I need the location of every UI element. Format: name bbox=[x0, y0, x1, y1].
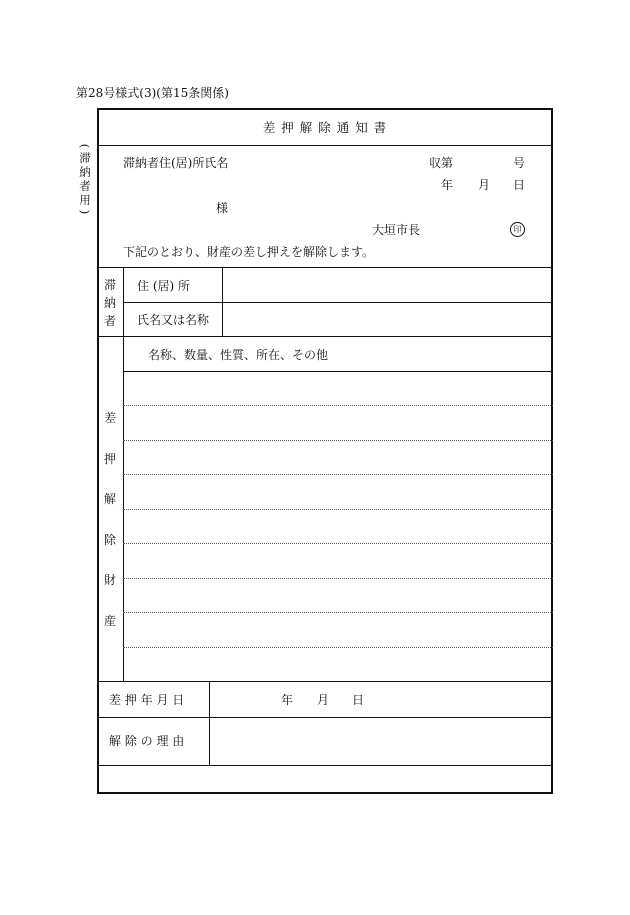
header-divider bbox=[97, 267, 553, 268]
debtor-name-label: 氏名又は名称 bbox=[137, 313, 210, 327]
addressee-label: 滞納者住(居)所氏名 bbox=[123, 156, 229, 170]
date-month-label: 月 bbox=[478, 178, 491, 192]
seizure-month-label: 月 bbox=[317, 693, 330, 707]
property-row-divider bbox=[123, 578, 553, 579]
honorific-label: 様 bbox=[216, 201, 229, 215]
property-row-divider bbox=[123, 543, 553, 544]
seizure-year-label: 年 bbox=[281, 693, 294, 707]
side-label bbox=[78, 141, 92, 217]
property-row-divider bbox=[123, 405, 553, 406]
seizure-divider bbox=[97, 717, 553, 718]
side-label-text: ( 滞 納 者 用 ) bbox=[78, 143, 92, 215]
debtor-row-divider bbox=[123, 302, 553, 303]
debtor-address-label: 住 (居) 所 bbox=[137, 279, 190, 293]
form-frame bbox=[97, 108, 553, 794]
receipt-label: 収第 bbox=[429, 156, 454, 170]
property-group-label: 差 押 解 除 財 産 bbox=[103, 411, 116, 628]
property-row-divider bbox=[123, 440, 553, 441]
debtor-group-label: 滞 納 者 bbox=[103, 278, 116, 328]
bottom-label-divider bbox=[209, 681, 210, 765]
date-day-label: 日 bbox=[513, 178, 526, 192]
title-divider bbox=[97, 145, 553, 146]
property-row-divider bbox=[123, 474, 553, 475]
property-divider bbox=[97, 681, 553, 682]
number-label: 号 bbox=[513, 156, 526, 170]
issuer-label: 大垣市長 bbox=[372, 223, 421, 237]
seizure-date-label: 差 押 年 月 日 bbox=[109, 693, 185, 707]
debtor-divider bbox=[97, 336, 553, 337]
form-number: 第28号様式(3)(第15条関係) bbox=[76, 86, 229, 100]
notice-text: 下記のとおり、財産の差し押えを解除します。 bbox=[123, 245, 375, 259]
property-header-divider bbox=[123, 371, 553, 372]
reason-label: 解 除 の 理 由 bbox=[109, 734, 185, 748]
form-title: 差 押 解 除 通 知 書 bbox=[262, 120, 388, 135]
date-year-label: 年 bbox=[441, 178, 454, 192]
property-row-divider bbox=[123, 647, 553, 648]
reason-divider bbox=[97, 765, 553, 766]
seizure-day-label: 日 bbox=[352, 693, 365, 707]
property-row-divider bbox=[123, 509, 553, 510]
property-row-divider bbox=[123, 612, 553, 613]
bottom-empty-row bbox=[99, 767, 551, 792]
property-column-header: 名称、数量、性質、所在、その他 bbox=[148, 348, 329, 362]
seal-mark: 印 bbox=[510, 222, 525, 237]
